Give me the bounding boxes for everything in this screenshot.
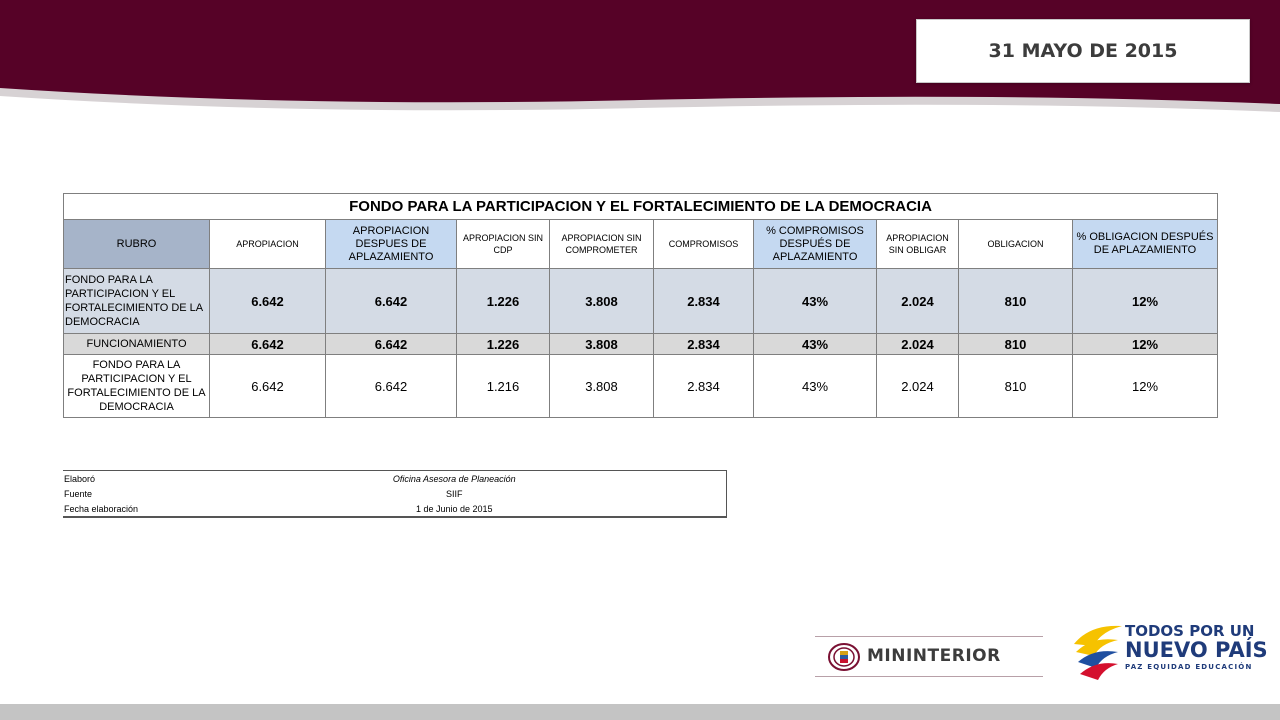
date-box bbox=[916, 19, 1250, 83]
bottom-bar bbox=[0, 704, 1280, 720]
table-cell: 43% bbox=[754, 334, 877, 355]
column-header: APROPIACION DESPUES DE APLAZAMIENTO bbox=[326, 220, 457, 269]
table-cell: 2.834 bbox=[654, 355, 754, 418]
source-value: 1 de Junio de 2015 bbox=[183, 501, 726, 517]
source-label: Elaboró bbox=[63, 471, 183, 487]
column-header: OBLIGACION bbox=[959, 220, 1073, 269]
source-row bbox=[63, 501, 726, 517]
source-label: Fecha elaboración bbox=[63, 501, 183, 517]
column-header: APROPIACION SIN OBLIGAR bbox=[877, 220, 959, 269]
table-cell: 1.216 bbox=[457, 355, 550, 418]
table-cell: 43% bbox=[754, 269, 877, 334]
slogan-line-1: TODOS POR UN bbox=[1125, 622, 1255, 640]
source-table bbox=[63, 470, 727, 518]
budget-table bbox=[63, 193, 1218, 418]
table-row bbox=[64, 269, 1218, 334]
source-value: Oficina Asesora de Planeación bbox=[183, 471, 726, 487]
source-value: SIIF bbox=[183, 486, 726, 501]
column-header: APROPIACION SIN COMPROMETER bbox=[550, 220, 654, 269]
table-cell: 6.642 bbox=[210, 355, 326, 418]
table-cell: 3.808 bbox=[550, 355, 654, 418]
table-row bbox=[64, 334, 1218, 355]
column-header: APROPIACION bbox=[210, 220, 326, 269]
table-cell: 1.226 bbox=[457, 334, 550, 355]
table-cell: FONDO PARA LA PARTICIPACION Y EL FORTALECIMIENTO DE LA DEMOCRACIA bbox=[64, 355, 210, 418]
table-cell: 43% bbox=[754, 355, 877, 418]
table-cell: 6.642 bbox=[210, 334, 326, 355]
table-row bbox=[64, 355, 1218, 418]
table-cell: FUNCIONAMIENTO bbox=[64, 334, 210, 355]
table-cell: 2.024 bbox=[877, 269, 959, 334]
table-cell: FONDO PARA LA PARTICIPACION Y EL FORTALECIMIENTO DE LA DEMOCRACIA bbox=[64, 269, 210, 334]
table-cell: 2.024 bbox=[877, 355, 959, 418]
mininterior-logo-text: MININTERIOR bbox=[867, 646, 1001, 666]
table-cell: 810 bbox=[959, 334, 1073, 355]
table-cell: 6.642 bbox=[210, 269, 326, 334]
table-cell: 6.642 bbox=[326, 269, 457, 334]
table-cell: 2.834 bbox=[654, 334, 754, 355]
column-header: % COMPROMISOS DESPUÉS DE APLAZAMIENTO bbox=[754, 220, 877, 269]
table-cell: 2.024 bbox=[877, 334, 959, 355]
table-cell: 6.642 bbox=[326, 355, 457, 418]
nuevo-pais-flag-icon bbox=[1072, 622, 1124, 684]
table-cell: 12% bbox=[1073, 334, 1218, 355]
table-cell: 3.808 bbox=[550, 334, 654, 355]
table-cell: 1.226 bbox=[457, 269, 550, 334]
table-cell: 2.834 bbox=[654, 269, 754, 334]
logo-divider bbox=[815, 676, 1043, 677]
slogan-line-3: PAZ EQUIDAD EDUCACIÓN bbox=[1125, 663, 1253, 671]
table-cell: 6.642 bbox=[326, 334, 457, 355]
column-header: APROPIACION SIN CDP bbox=[457, 220, 550, 269]
source-row bbox=[63, 471, 726, 487]
table-cell: 810 bbox=[959, 355, 1073, 418]
slogan-line-2: NUEVO PAÍS bbox=[1125, 638, 1268, 662]
report-date: 31 MAYO DE 2015 bbox=[988, 40, 1178, 62]
column-header: COMPROMISOS bbox=[654, 220, 754, 269]
table-cell: 12% bbox=[1073, 355, 1218, 418]
source-label: Fuente bbox=[64, 488, 93, 499]
column-header: % OBLIGACION DESPUÉS DE APLAZAMIENTO bbox=[1073, 220, 1218, 269]
table-title: FONDO PARA LA PARTICIPACION Y EL FORTALECIMIENTO DE LA DEMOCRACIA bbox=[64, 194, 1218, 220]
source-row bbox=[63, 486, 726, 501]
logo-divider bbox=[815, 636, 1043, 637]
nuevo-pais-logo bbox=[1125, 624, 1268, 671]
table-cell: 12% bbox=[1073, 269, 1218, 334]
coat-of-arms-icon bbox=[827, 642, 861, 672]
table-cell: 810 bbox=[959, 269, 1073, 334]
table-cell: 3.808 bbox=[550, 269, 654, 334]
column-header: RUBRO bbox=[64, 220, 210, 269]
table-header-row bbox=[64, 220, 1218, 269]
